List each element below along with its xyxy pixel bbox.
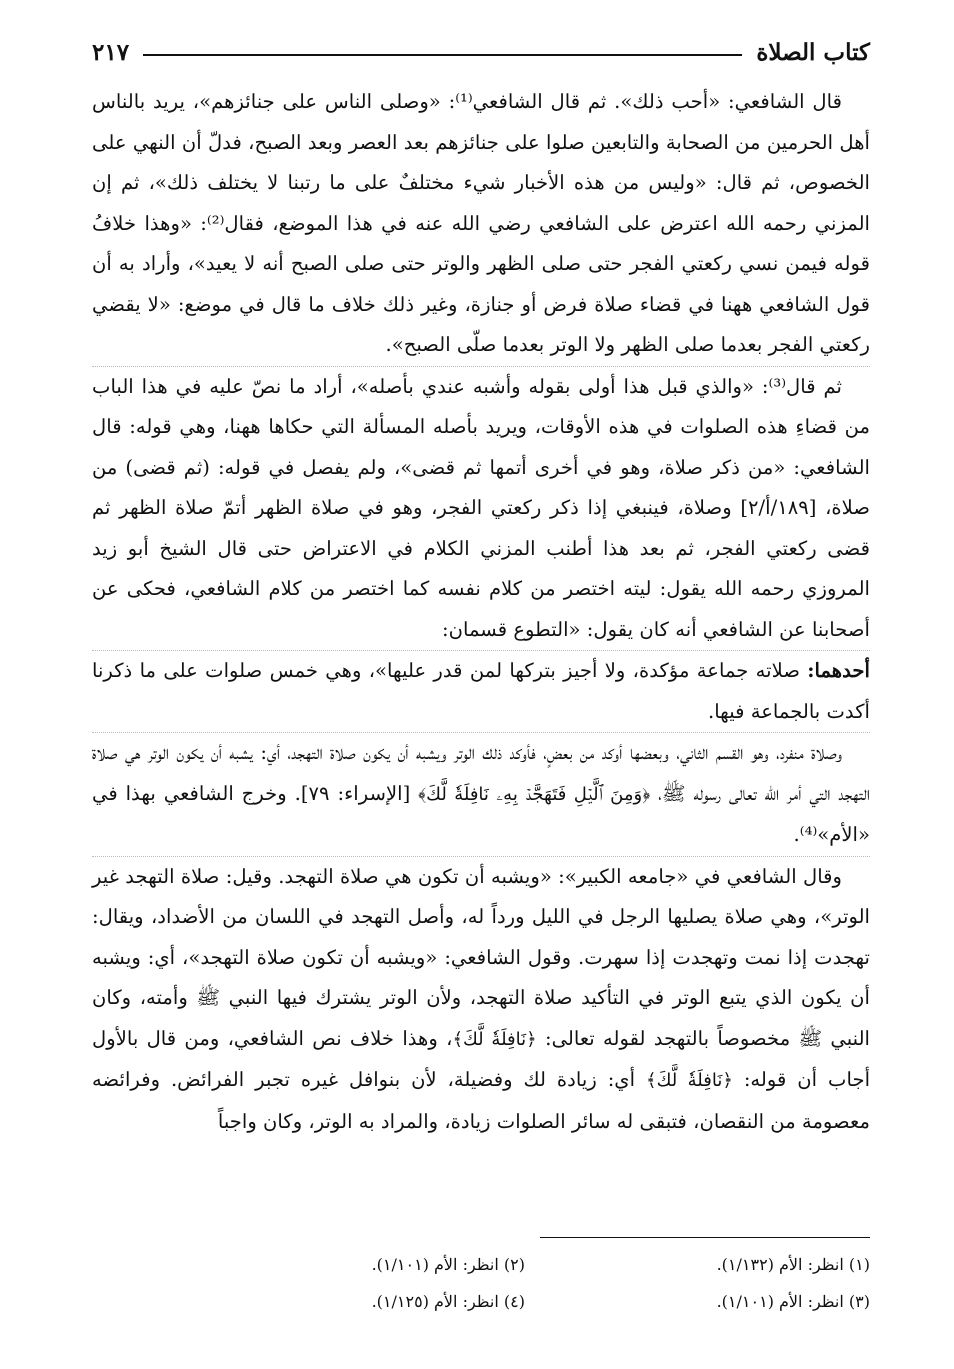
paragraph-5-text: وقال الشافعي في «جامعه الكبير»: «ويشبه أن تكون هي صلاة التهجد. وقيل: صلاة التهجد غير الوتر»، وهي صلاة يصليها الرجل في الليل ورداً له، وأصل التهجد في اللسان من الأضداد، ويقال: تهجدت إذا نمت وتهجدت إذا سهرت. وقول الشافعي: «ويشبه أن تكون صلاة التهجد»، أي: ويشبه أن يكون الذي يتبع الوتر في التأكيد صلاة التهجد، ولأن الوتر يشترك فيها النبي ﷺ وأمته، وكان النبي ﷺ مخصوصاً بالتهجد لقوله تعالى:: [92, 864, 870, 1050]
footnote-row: [180, 1283, 870, 1320]
footnote-rule: [540, 1237, 870, 1238]
footnote-2: (٢) انظر: الأم (١/١٠١).: [371, 1255, 525, 1274]
chapter-title: كتاب الصلاة: [756, 38, 870, 66]
header-rule: [143, 54, 742, 56]
paragraph-5: [92, 856, 870, 1143]
footnote-3: (٣) انظر: الأم (١/١٠١).: [716, 1292, 870, 1311]
paragraph-1: قال الشافعي: «أحب ذلك». ثم قال الشافعي⁽¹⁾: «وصلى الناس على جنائزهم»، يريد بالناس أهل الحرمين من الصحابة والتابعين صلوا على جنائزهم بعد العصر وبعد الصبح، فدلّ أن النهي على الخصوص، ثم قال: «وليس من هذه الأخبار شيء مختلفٌ على ما رتبنا لا يختلف ذلك»، ثم إن المزني رحمه الله اعترض على الشافعي رضي الله عنه في هذا الموضع، فقال⁽²⁾: «وهذا خلافُ قوله فيمن نسي ركعتي الفجر حتى صلى الظهر والوتر حتى صلى الصبح أنه لا يعيد»، وأراد به أن قول الشافعي ههنا في قضاء صلاة فرض أو جنازة، وغير ذلك خلاف ما قال في موضع: «لا يقضي ركعتي الفجر بعدما صلى الظهر ولا الوتر بعدما صلّى الصبح».: [92, 90, 870, 356]
paragraph-5-mid: ، وهذا خلاف نص الشافعي، ومن قال بالأول أجاب أن قوله:: [92, 1026, 871, 1091]
paragraph-4-end: [الإسراء: ٧٩]. وخرج الشافعي بهذا في «الأم»⁽⁴⁾.: [92, 781, 870, 846]
paragraph-5-end: أي: زيادة لك وفضيلة، لأن بنوافل غيره تجبر الفرائض. وفرائضه معصومة من النقصان، فتبقى له سائر الصلوات زيادة، والمراد به الوتر، وكان واجباً: [92, 1068, 870, 1133]
page-number: ٢١٧: [92, 38, 130, 66]
paragraph-4-text: وصلاة منفرد، وهو القسم الثاني، وبعضها أوكد من بعضٍ، فأوكد ذلك الوتر ويشبه أن يكون صلاة التهجد، أي: يشبه أن يكون الوتر هي صلاة التهجد التي أمر الله تعالى رسوله ﷺ،: [92, 741, 870, 805]
lead-word: أحدهما:: [807, 659, 870, 682]
quran-verse-short-2: ﴿نَافِلَةٗ لَّكَ﴾: [646, 1070, 733, 1091]
paragraph-3-text: صلاته جماعة مؤكدة، ولا أجيز بتركها لمن قدر عليها»، وهي خمس صلوات على ما ذكرنا أكدت بالجماعة فيها.: [92, 659, 870, 723]
quran-verse: ﴿وَمِنَ ٱلَّيۡلِ فَتَهَجَّدۡ بِهِۦ نَافِلَةٗ لَّكَ﴾: [418, 783, 651, 805]
footnote-row: [180, 1246, 870, 1283]
page-header: [92, 30, 870, 74]
main-text: [92, 82, 870, 1142]
footnote-4: (٤) انظر: الأم (١/١٢٥).: [371, 1292, 525, 1311]
paragraph-3: [92, 650, 870, 732]
paragraph-4: [92, 732, 870, 856]
paragraph-2: ثم قال⁽³⁾: «والذي قبل هذا أولى بقوله وأشبه عندي بأصله»، أراد ما نصّ عليه في هذا الباب من قضاءِ هذه الصلوات في هذه الأوقات، ويريد بأصله المسألة التي حكاها ههنا، وهي قوله: قال الشافعي: «من ذكر صلاة، وهو في أخرى أتمها ثم قضى»، ولم يفصل في قوله: (ثم قضى) من صلاة، [١٨٩/أ/٢] وصلاة، فينبغي إذا ذكر ركعتي الفجر، وهو في صلاة الظهر أتمّ صلاة الظهر ثم قضى ركعتي الفجر، ثم بعد هذا أطنب المزني الكلام في الاعتراض حتى قال الشيخ أبو زيد المروزي رحمه الله يقول: ليته اختصر من كلام نفسه كما اختصر من كلام الشافعي، فحكى عن أصحابنا عن الشافعي أنه كان يقول: «التطوع قسمان:: [92, 366, 870, 651]
footnote-1: (١) انظر: الأم (١/١٣٢).: [716, 1255, 870, 1274]
footnotes: [180, 1246, 870, 1320]
quran-verse-short-1: ﴿نَافِلَةٗ لَّكَ﴾: [452, 1028, 537, 1050]
